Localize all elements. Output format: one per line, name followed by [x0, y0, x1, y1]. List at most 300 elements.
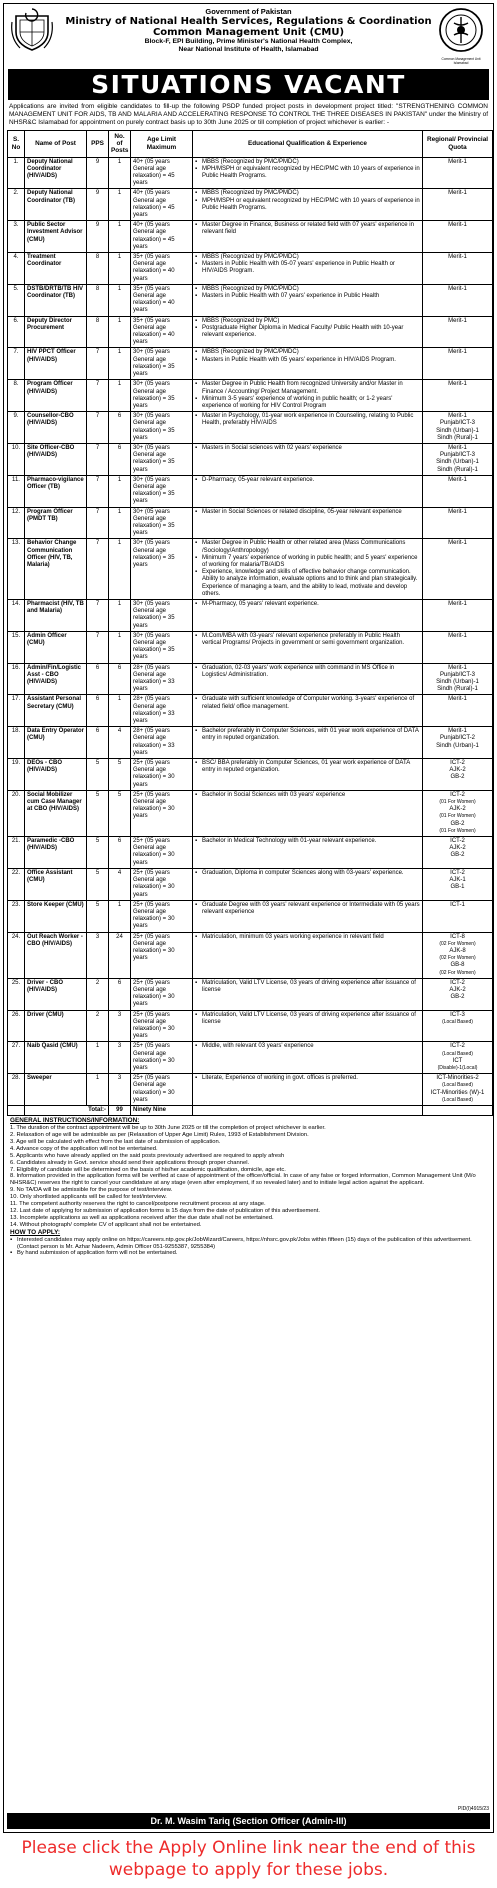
table-row — [8, 932, 493, 978]
row-post-name: Public Sector Investment Advisor (CMU) — [25, 221, 87, 253]
row-quota — [423, 316, 493, 348]
qualification-list — [195, 413, 420, 427]
quota-line: Merit-1 — [448, 190, 467, 197]
row-post-name: Pharmaco-vigilance Officer (TB) — [25, 475, 87, 507]
row-pps: 5 — [87, 837, 109, 869]
row-age-limit: 30+ (05 years General age relaxation) = 35 years — [131, 631, 193, 663]
quota-line: Sindh (Rural)-1 — [437, 434, 478, 441]
row-pps: 7 — [87, 539, 109, 600]
row-pps: 5 — [87, 790, 109, 836]
total-spacer-qual — [193, 1105, 423, 1115]
row-sno: 11. — [8, 475, 25, 507]
row-quota — [423, 932, 493, 978]
row-sno: 16. — [8, 663, 25, 695]
row-num-posts: 6 — [109, 663, 131, 695]
row-post-name: DEOs - CBO (HIV/AIDS) — [25, 759, 87, 791]
row-quota — [423, 868, 493, 900]
intro-paragraph: Applications are invited from eligible candidates to fill-up the following PSDP funded project posts in development project titled: "STRENGTHENING COMMON MANAGEMENT UNIT FOR AIDS, TB AND MALARIA AND ACCELERATING RESPONSE TO CONTROL THE THREE DISEASES IN PAKISTAN" under the Ministry of NHSR&C Islamabad for appointment on purely contract basis up to 30th June 2025 or till completion of project whichever is earlier: - — [9, 103, 488, 127]
row-qualification — [193, 727, 423, 759]
row-num-posts: 1 — [109, 539, 131, 600]
row-age-limit: 30+ (05 years General age relaxation) = 35 years — [131, 599, 193, 631]
situations-vacant-banner: SITUATIONS VACANT — [8, 69, 489, 100]
table-row — [8, 790, 493, 836]
row-qualification — [193, 284, 423, 316]
quota-line: Merit-1 — [448, 600, 467, 607]
table-row — [8, 412, 493, 444]
row-sno: 13. — [8, 539, 25, 600]
row-pps: 5 — [87, 759, 109, 791]
instruction-item: 14. Without photograph/ complete CV of applicant shall not be entertained. — [10, 1221, 202, 1228]
table-row — [8, 727, 493, 759]
row-quota — [423, 412, 493, 444]
row-num-posts: 1 — [109, 284, 131, 316]
instruction-item: 5. Applicants who have already applied on the said posts previously advertised are required to apply afresh — [10, 1152, 285, 1159]
row-age-limit: 25+ (05 years General age relaxation) = 30 years — [131, 900, 193, 932]
instruction-item: 13. Incomplete applications as well as applications received after the due date shall not be entertained. — [10, 1214, 274, 1221]
row-post-name: Deputy National Coordinator (HIV/AIDS) — [25, 157, 87, 189]
table-row — [8, 900, 493, 932]
row-num-posts: 1 — [109, 380, 131, 412]
row-num-posts: 1 — [109, 316, 131, 348]
row-pps: 9 — [87, 189, 109, 221]
row-sno: 7. — [8, 348, 25, 380]
col-header-num-posts: No. of Posts — [109, 130, 131, 157]
quota-line: Merit-1 — [448, 222, 467, 229]
row-post-name: Driver - CBO (HIV/AIDS) — [25, 978, 87, 1010]
row-post-name: Naib Qasid (CMU) — [25, 1042, 87, 1074]
row-quota — [423, 253, 493, 285]
table-row — [8, 1042, 493, 1074]
total-label: Total:- — [25, 1105, 109, 1115]
row-qualification — [193, 157, 423, 189]
table-row — [8, 221, 493, 253]
row-age-limit: 25+ (05 years General age relaxation) = 30 years — [131, 932, 193, 978]
table-row — [8, 663, 493, 695]
row-sno: 12. — [8, 507, 25, 539]
row-post-name: Admin Officer (CMU) — [25, 631, 87, 663]
quota-line: Punjab/ICT-3 — [439, 452, 476, 459]
quota-line: Punjab/ICT-2 — [439, 735, 476, 742]
row-pps: 7 — [87, 380, 109, 412]
qualification-item: ▪ Master in Psychology, 01-year work experience in Counseling, relating to Public Health, preferably HIV/AIDS — [195, 413, 420, 427]
qualification-item: ▪ Middle, with relevant 03 years' experience — [195, 1043, 420, 1050]
qualification-list — [195, 934, 420, 941]
address-line-2: Near National Institute of Health, Islamabad — [178, 46, 319, 53]
row-qualification — [193, 868, 423, 900]
how-to-apply-item: ▪ By hand submission of application form will not be entertained. — [10, 1250, 487, 1257]
row-quota — [423, 978, 493, 1010]
cmu-logo — [435, 7, 487, 65]
quota-line: GB-1 — [450, 884, 465, 891]
quota-line: Sindh (Urban)-1 — [436, 742, 479, 749]
qualification-item: ▪ Bachelor in Social Sciences with 03 years' experience — [195, 792, 420, 799]
row-num-posts: 6 — [109, 978, 131, 1010]
row-age-limit: 35+ (05 years General age relaxation) = 40 years — [131, 284, 193, 316]
quota-line: Merit-1 — [448, 317, 467, 324]
quota-line: Merit-1 — [448, 632, 467, 639]
qualification-list — [195, 792, 420, 799]
row-sno: 22. — [8, 868, 25, 900]
quota-line: (02 For Women) — [439, 969, 476, 976]
row-sno: 21. — [8, 837, 25, 869]
row-qualification — [193, 443, 423, 475]
qualification-item: ▪ Experience, knowledge and skills of effective behavior change communication. Ability to analyze information, evaluate options and to think and plan strategically. Experience of managing a team, and the ability to lead, motivate and develop others. — [195, 569, 420, 598]
quota-line: Sindh (Urban)-1 — [436, 427, 479, 434]
qualification-item: ▪ Minimum 7 years' experience of working in public health; and 5 years' experience of working for malaria/TB/AIDS — [195, 555, 420, 569]
qualification-list — [195, 477, 420, 484]
row-post-name: Treatment Coordinator — [25, 253, 87, 285]
row-qualification — [193, 539, 423, 600]
row-quota — [423, 727, 493, 759]
quota-line: Sindh (Urban)-1 — [436, 459, 479, 466]
quota-line: Merit-1 — [448, 664, 467, 671]
qualification-item: ▪ MPH/MSPH or equivalent recognized by HEC/PMC with 10 years of experience in Public Health Programs. — [195, 166, 420, 180]
quota-line: (Local Based) — [442, 1050, 473, 1057]
quota-line: ICT-2 — [450, 979, 465, 986]
qualification-item: ▪ MBBS (Recognized by PMC/PMDC) — [195, 286, 420, 293]
quota-line: Merit-1 — [448, 696, 467, 703]
qualification-list — [195, 1012, 420, 1026]
row-quota — [423, 539, 493, 600]
row-age-limit: 25+ (05 years General age relaxation) = 30 years — [131, 759, 193, 791]
qualification-list — [195, 540, 420, 598]
posts-table-body — [8, 157, 493, 1105]
row-post-name: HIV PPCT Officer (HIV/AIDS) — [25, 348, 87, 380]
row-post-name: Office Assistant (CMU) — [25, 868, 87, 900]
qualification-item: ▪ BSC/ BBA preferably in Computer Sciences, 01 year work experience of DATA entry in reputed organization. — [195, 760, 420, 774]
instruction-item: 10. Only shortlisted applicants will be called for test/interview. — [10, 1194, 167, 1201]
quota-line: AJK-1 — [449, 877, 466, 884]
row-quota — [423, 900, 493, 932]
quota-line: ICT-8 — [450, 933, 465, 940]
qualification-list — [195, 633, 420, 647]
row-num-posts: 1 — [109, 475, 131, 507]
row-quota — [423, 759, 493, 791]
row-pps: 9 — [87, 157, 109, 189]
quota-line: AJK-2 — [449, 806, 466, 813]
how-to-apply-list — [10, 1237, 487, 1258]
row-post-name: Program Officer (PMDT TB) — [25, 507, 87, 539]
row-sno: 3. — [8, 221, 25, 253]
quota-line: Merit-1 — [448, 158, 467, 165]
quota-line: ICT-2 — [450, 869, 465, 876]
row-sno: 2. — [8, 189, 25, 221]
table-row — [8, 157, 493, 189]
table-row — [8, 443, 493, 475]
row-num-posts: 1 — [109, 157, 131, 189]
quota-line: GB-8 — [450, 962, 465, 969]
table-row — [8, 1010, 493, 1042]
row-sno: 17. — [8, 695, 25, 727]
quota-line: ICT-2 — [450, 760, 465, 767]
row-pps: 5 — [87, 900, 109, 932]
quota-line: GB-2 — [450, 994, 465, 1001]
row-pps: 2 — [87, 1010, 109, 1042]
qualification-item: ▪ MBBS (Recognized by PMC/PMDC) — [195, 254, 420, 261]
qualification-list — [195, 286, 420, 300]
row-age-limit: 30+ (05 years General age relaxation) = 35 years — [131, 380, 193, 412]
row-quota — [423, 221, 493, 253]
row-qualification — [193, 790, 423, 836]
qualification-item: ▪ Postgraduate Higher Diploma in Medical Faculty/ Public Health with 10-year relevant experience. — [195, 325, 420, 339]
quota-line: Sindh (Rural)-1 — [437, 686, 478, 693]
quota-line: AJK-2 — [449, 986, 466, 993]
row-quota — [423, 284, 493, 316]
cmu-logo-caption: Common Management Unit Islamabad — [441, 57, 481, 65]
quota-line: ICT-3 — [450, 1011, 465, 1018]
row-qualification — [193, 599, 423, 631]
row-pps: 5 — [87, 868, 109, 900]
total-posts: 99 — [109, 1105, 131, 1115]
quota-line: (01 For Women) — [439, 799, 476, 806]
row-qualification — [193, 1042, 423, 1074]
qualification-item: ▪ Masters in Public Health with 05-07 years' experience in Public Health or HIV/AIDS Program. — [195, 261, 420, 275]
row-pps: 7 — [87, 443, 109, 475]
quota-line: GB-2 — [450, 820, 465, 827]
table-row — [8, 284, 493, 316]
qualification-item: ▪ MBBS (Recognized by PMC) — [195, 318, 420, 325]
row-quota — [423, 1042, 493, 1074]
row-post-name: Deputy National Coordinator (TB) — [25, 189, 87, 221]
qualification-list — [195, 838, 420, 845]
row-quota — [423, 380, 493, 412]
row-pps: 1 — [87, 1042, 109, 1074]
government-title: Government of Pakistan — [205, 7, 292, 16]
row-post-name: Social Mobilizer cum Case Manager at CBO (HIV/AIDS) — [25, 790, 87, 836]
quota-line: Punjab/ICT-3 — [439, 671, 476, 678]
quota-line: Merit-1 — [448, 254, 467, 261]
col-header-quota: Regional/ Provincial Quota — [423, 130, 493, 157]
table-row — [8, 631, 493, 663]
row-quota — [423, 348, 493, 380]
quota-line: AJK-2 — [449, 767, 466, 774]
row-post-name: Paramedic -CBO (HIV/AIDS) — [25, 837, 87, 869]
instructions-list — [10, 1125, 487, 1229]
quota-line: (02 For Women) — [439, 940, 476, 947]
qualification-list — [195, 318, 420, 340]
row-quota — [423, 1010, 493, 1042]
qualification-list — [195, 1043, 420, 1050]
row-post-name: Site Officer-CBO (HIV/AIDS) — [25, 443, 87, 475]
quota-line: GB-2 — [450, 774, 465, 781]
quota-line: (02 For Women) — [439, 955, 476, 962]
total-spacer-quota — [423, 1105, 493, 1115]
row-pps: 6 — [87, 727, 109, 759]
row-quota — [423, 663, 493, 695]
apply-online-notice: Please click the Apply Online link near the end of this webpage to apply for these jobs. — [21, 1838, 476, 1880]
table-row — [8, 475, 493, 507]
row-qualification — [193, 221, 423, 253]
row-age-limit: 30+ (05 years General age relaxation) = 35 years — [131, 475, 193, 507]
row-num-posts: 6 — [109, 837, 131, 869]
quota-line: ICT-2 — [450, 838, 465, 845]
cmu-logo-icon — [436, 7, 486, 53]
row-num-posts: 3 — [109, 1010, 131, 1042]
row-num-posts: 1 — [109, 900, 131, 932]
row-num-posts: 24 — [109, 932, 131, 978]
row-qualification — [193, 837, 423, 869]
table-row — [8, 539, 493, 600]
quota-line: ICT-2 — [450, 1043, 465, 1050]
qualification-item: ▪ Matriculation, Valid LTV License, 03 years of driving experience after issuance of license — [195, 980, 420, 994]
table-row — [8, 599, 493, 631]
row-age-limit: 28+ (05 years General age relaxation) = 33 years — [131, 695, 193, 727]
qualification-item: ▪ Masters in Public Health with 05 years' experience in HIV/AIDS Program. — [195, 357, 420, 364]
instruction-item: 3. Age will be calculated with effect from the last date of submission of application. — [10, 1138, 221, 1145]
qualification-list — [195, 190, 420, 212]
how-to-apply-item: ▪ Interested candidates may apply online on https://careers.ntp.gov.pk/JobWizard/Careers, https://nhsrc.gov.pk/Jobs within fifteen (15) days of the publication of this advertisement. (Contact person is Mr. Azhar Nadeem, Admin Officer 051-9255387, 9255384) — [10, 1237, 487, 1251]
row-qualification — [193, 475, 423, 507]
quota-line: (01 For Women) — [439, 827, 476, 834]
row-num-posts: 1 — [109, 631, 131, 663]
general-instructions — [4, 1116, 493, 1259]
table-row — [8, 348, 493, 380]
row-qualification — [193, 759, 423, 791]
qualification-list — [195, 445, 420, 452]
table-row — [8, 189, 493, 221]
row-qualification — [193, 932, 423, 978]
row-post-name: Store Keeper (CMU) — [25, 900, 87, 932]
row-qualification — [193, 1010, 423, 1042]
quota-line: Merit-1 — [448, 349, 467, 356]
qualification-list — [195, 980, 420, 994]
row-post-name: Behavior Change Communication Officer (HIV, TB, Malaria) — [25, 539, 87, 600]
qualification-item: ▪ Master in Social Sciences or related discipline, 05-year relevant experience — [195, 509, 420, 516]
row-num-posts: 1 — [109, 221, 131, 253]
row-sno: 6. — [8, 316, 25, 348]
qualification-list — [195, 1075, 420, 1082]
row-quota — [423, 790, 493, 836]
row-age-limit: 30+ (05 years General age relaxation) = 35 years — [131, 412, 193, 444]
row-age-limit: 40+ (05 years General age relaxation) = 45 years — [131, 157, 193, 189]
ad-header — [4, 4, 493, 68]
row-post-name: Data Entry Operator (CMU) — [25, 727, 87, 759]
row-age-limit: 30+ (05 years General age relaxation) = 35 years — [131, 443, 193, 475]
quota-line: Merit-1 — [448, 381, 467, 388]
table-row — [8, 868, 493, 900]
row-num-posts: 1 — [109, 348, 131, 380]
row-sno: 8. — [8, 380, 25, 412]
quota-line: Merit-1 — [448, 476, 467, 483]
row-pps: 7 — [87, 412, 109, 444]
row-sno: 28. — [8, 1074, 25, 1106]
row-qualification — [193, 1074, 423, 1106]
qualification-item: ▪ MBBS (Recognized by PMC/PMDC) — [195, 159, 420, 166]
quota-line: ICT-Minorities (W)-1 — [430, 1089, 485, 1096]
row-num-posts: 5 — [109, 759, 131, 791]
instruction-item: 7. Eligibility of candidate will be determined on the basis of his/her academic qualification, domicile, age etc. — [10, 1166, 286, 1173]
row-pps: 9 — [87, 221, 109, 253]
quota-line: ICT — [452, 1057, 463, 1064]
unit-title: Common Management Unit (CMU) — [152, 27, 345, 38]
quota-line: Sindh (Rural)-1 — [437, 466, 478, 473]
row-post-name: Out Reach Worker - CBO (HIV/AIDS) — [25, 932, 87, 978]
row-qualification — [193, 631, 423, 663]
qualification-list — [195, 349, 420, 363]
row-num-posts: 1 — [109, 695, 131, 727]
row-pps: 7 — [87, 631, 109, 663]
qualification-list — [195, 222, 420, 236]
quota-line: ICT-1 — [450, 901, 465, 908]
qualification-list — [195, 381, 420, 410]
qualification-list — [195, 728, 420, 742]
row-sno: 15. — [8, 631, 25, 663]
col-header-pps: PPS — [87, 130, 109, 157]
signature-bar: Dr. M. Wasim Tariq (Section Officer (Admin-III) — [7, 1813, 490, 1829]
row-num-posts: 3 — [109, 1042, 131, 1074]
table-row — [8, 253, 493, 285]
qualification-item: ▪ Bachelor in Medical Technology with 01-year relevant experience. — [195, 838, 420, 845]
qualification-list — [195, 159, 420, 181]
row-pps: 8 — [87, 316, 109, 348]
row-sno: 26. — [8, 1010, 25, 1042]
col-header-sno: S. No — [8, 130, 25, 157]
posts-table — [7, 130, 493, 1117]
row-quota — [423, 189, 493, 221]
row-age-limit: 25+ (05 years General age relaxation) = 30 years — [131, 1010, 193, 1042]
row-age-limit: 28+ (05 years General age relaxation) = 33 years — [131, 727, 193, 759]
row-age-limit: 25+ (05 years General age relaxation) = 30 years — [131, 1074, 193, 1106]
row-age-limit: 40+ (05 years General age relaxation) = 45 years — [131, 221, 193, 253]
qualification-list — [195, 254, 420, 276]
row-age-limit: 35+ (05 years General age relaxation) = 40 years — [131, 253, 193, 285]
row-pps: 6 — [87, 695, 109, 727]
row-num-posts: 4 — [109, 727, 131, 759]
instruction-item: 9. No TA/DA will be admissible for the purpose of test/interview. — [10, 1187, 173, 1194]
row-pps: 7 — [87, 475, 109, 507]
row-quota — [423, 631, 493, 663]
total-row — [8, 1105, 493, 1115]
row-sno: 23. — [8, 900, 25, 932]
row-age-limit: 30+ (05 years General age relaxation) = 35 years — [131, 507, 193, 539]
row-qualification — [193, 412, 423, 444]
row-num-posts: 1 — [109, 507, 131, 539]
row-qualification — [193, 695, 423, 727]
instruction-item: 1. The duration of the contract appointment will be up to 30th June 2025 or till the completion of project whichever is earlier. — [10, 1125, 326, 1132]
table-header-row — [8, 130, 493, 157]
row-post-name: DSTB/DRTB/TB HIV Coordinator (TB) — [25, 284, 87, 316]
qualification-item: ▪ Master Degree in Public Health from recognized University and/or Master in Finance / Accounting/ Project Management. — [195, 381, 420, 395]
quota-line: Merit-1 — [448, 444, 467, 451]
quota-line: (Disable)-1(Local) — [437, 1064, 478, 1071]
quota-line: Punjab/ICT-3 — [439, 420, 476, 427]
row-sno: 18. — [8, 727, 25, 759]
row-sno: 4. — [8, 253, 25, 285]
row-post-name: Driver (CMU) — [25, 1010, 87, 1042]
row-pps: 8 — [87, 284, 109, 316]
row-qualification — [193, 900, 423, 932]
quota-line: Merit-1 — [448, 540, 467, 547]
row-age-limit: 30+ (05 years General age relaxation) = 35 years — [131, 539, 193, 600]
quota-line: AJK-2 — [449, 845, 466, 852]
qualification-item: ▪ MBBS (Recognized by PMC/PMDC) — [195, 190, 420, 197]
row-sno: 5. — [8, 284, 25, 316]
row-pps: 1 — [87, 1074, 109, 1106]
row-qualification — [193, 189, 423, 221]
total-spacer — [8, 1105, 25, 1115]
table-row — [8, 380, 493, 412]
qualification-item: ▪ M.Com/MBA with 03-years' relevant experience preferably in Public Health vertical Programs/ Projects in government or semi government organization. — [195, 633, 420, 647]
row-sno: 25. — [8, 978, 25, 1010]
row-quota — [423, 157, 493, 189]
instruction-item: 8. Information provided in the application forms will be verified at case of appointment of the officer/official. In case of any false or forged information, Common Management Unit (M/o NHSR&C) reserves the right to cancel your candidature at any stage (even after employment, if so revealed later) and to initiate legal action against the applicant. — [10, 1173, 476, 1187]
row-num-posts: 6 — [109, 412, 131, 444]
instruction-item: 6. Candidates already in Govt. service should send their applications through proper channel. — [10, 1159, 250, 1166]
qualification-item: ▪ Literate, Experience of working in govt. offices is preferred. — [195, 1075, 420, 1082]
row-quota — [423, 695, 493, 727]
qualification-list — [195, 509, 420, 516]
qualification-item: ▪ Matriculation, Valid LTV License, 03 years of driving experience after issuance of license — [195, 1012, 420, 1026]
